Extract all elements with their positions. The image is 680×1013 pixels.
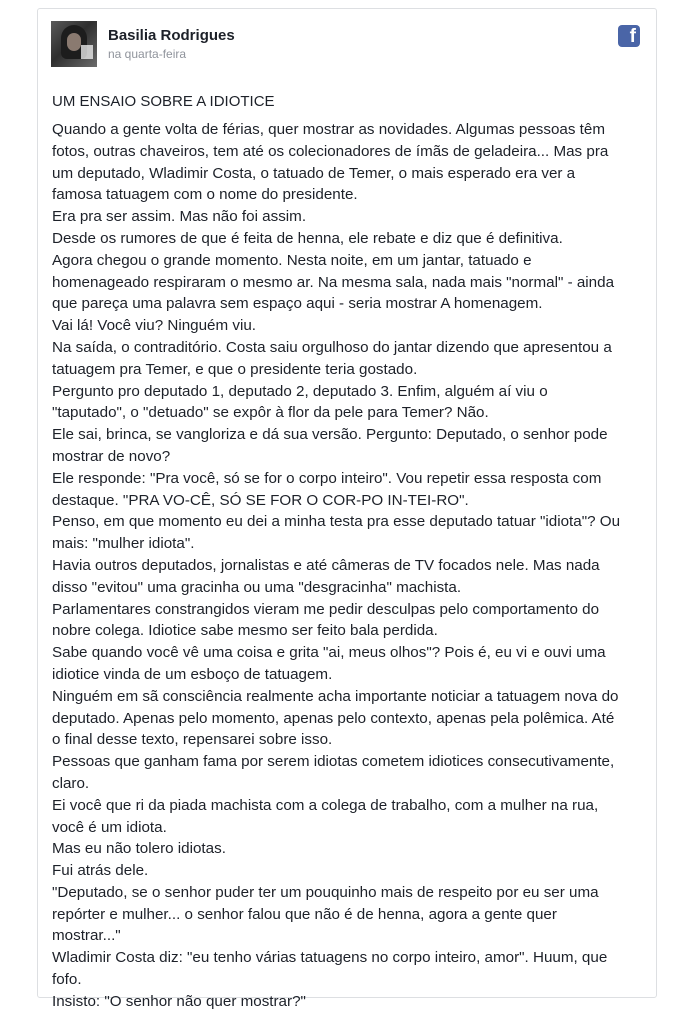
post-body-line: você é um idiota.	[52, 818, 167, 836]
post-body-line: Vai lá! Você viu? Ninguém viu.	[52, 317, 257, 335]
post-body-line: disso "evitou" uma gracinha ou uma "desgracinha" machista.	[52, 578, 462, 596]
post-body-line: "taputado", o "detuado" se expôr à flor da pele para Temer? Não.	[52, 404, 489, 422]
post-body-line: Ele responde: "Pra você, só se for o corpo inteiro". Vou repetir essa resposta com	[52, 469, 602, 487]
post-timestamp[interactable]: na quarta-feira	[108, 47, 187, 61]
post-card	[37, 8, 657, 1010]
post-body-line: "Deputado, se o senhor puder ter um pouquinho mais de respeito por eu ser uma	[52, 883, 599, 901]
post-body-line: Penso, em que momento eu dei a minha testa pra esse deputado tatuar "idiota"? Ou	[52, 513, 621, 531]
post-body-line: Parlamentares constrangidos vieram me pedir desculpas pelo comportamento do	[52, 600, 600, 618]
post-body-line: fofo.	[52, 971, 82, 989]
post-body-line: que pareça uma palavra sem espaço aqui - seria mostrar A homenagem.	[52, 295, 543, 313]
post-body-line: Agora chegou o grande momento. Nesta noite, em um jantar, tatuado e	[52, 251, 532, 269]
post-body-line: homenageado respiraram o mesmo ar. Na mesma sala, nada mais "normal" - ainda	[52, 273, 615, 291]
post-body-line: Mas eu não tolero idiotas.	[52, 840, 226, 858]
post-body-line: deputado. Apenas pelo momento, apenas pelo contexto, apenas pela polêmica. Até	[52, 709, 615, 727]
post-body-line: Insisto: "O senhor não quer mostrar?"	[52, 992, 306, 1010]
post-body-line: Ei você que ri da piada machista com a colega de trabalho, com a mulher na rua,	[52, 796, 599, 814]
post-body-line: Sabe quando você vê uma coisa e grita "ai, meus olhos"? Pois é, eu vi e ouvi uma	[52, 644, 606, 662]
post-body-line: mostrar..."	[52, 927, 121, 945]
post-body-line: famosa tatuagem com o nome do presidente.	[52, 186, 358, 204]
facebook-icon[interactable]: f	[618, 25, 640, 47]
post-body-line: Havia outros deputados, jornalistas e até câmeras de TV focados nele. Mas nada	[52, 556, 600, 574]
post-body-line: tatuagem pra Temer, e que o presidente teria gostado.	[52, 360, 418, 378]
post-body-line: Pessoas que ganham fama por serem idiotas cometem idiotices consecutivamente,	[52, 753, 615, 771]
post-body-line: Desde os rumores de que é feita de henna, ele rebate e diz que é definitiva.	[52, 229, 563, 247]
post-body-line: o final desse texto, repensarei sobre isso.	[52, 731, 333, 749]
post-title: UM ENSAIO SOBRE A IDIOTICE	[52, 93, 275, 110]
post-body-line: Quando a gente volta de férias, quer mostrar as novidades. Algumas pessoas têm	[52, 121, 605, 138]
post-body-line: mostrar de novo?	[52, 447, 171, 465]
post-body-line: fotos, outras chaveiros, tem até os colecionadores de ímãs de geladeira... Mas pra	[52, 142, 609, 160]
post-body-line: destaque. "PRA VO-CÊ, SÓ SE FOR O COR-PO IN-TEI-RO".	[52, 491, 469, 509]
avatar-phone-glare	[81, 45, 93, 59]
post-body	[52, 119, 652, 1013]
post-body-line: Fui atrás dele.	[52, 862, 149, 880]
post-body-line: Pergunto pro deputado 1, deputado 2, deputado 3. Enfim, alguém aí viu o	[52, 382, 548, 400]
post-body-line: Na saída, o contraditório. Costa saiu orgulhoso do jantar dizendo que apresentou a	[52, 338, 612, 356]
post-body-line: idiotice vinda de um esboço de tatuagem.	[52, 665, 333, 683]
post-body-line: um deputado, Wladimir Costa, o tatuado de Temer, o mais esperado era ver a	[52, 164, 576, 182]
post-body-line: Ninguém em sã consciência realmente acha importante noticiar a tatuagem nova do	[52, 687, 619, 705]
author-name[interactable]: Basilia Rodrigues	[108, 27, 235, 44]
post-body-line: Era pra ser assim. Mas não foi assim.	[52, 208, 307, 226]
post-body-line: Ele sai, brinca, se vangloriza e dá sua versão. Pergunto: Deputado, o senhor pode	[52, 426, 608, 444]
post-body-line: mais: "mulher idiota".	[52, 535, 195, 553]
avatar[interactable]	[51, 21, 97, 67]
post-body-line: claro.	[52, 774, 90, 792]
post-body-line: repórter e mulher... o senhor falou que não é de henna, agora a gente quer	[52, 905, 557, 923]
post-body-line: nobre colega. Idiotice sabe mesmo ser feito bala perdida.	[52, 622, 438, 640]
avatar-face	[67, 33, 81, 51]
post-body-line: Wladimir Costa diz: "eu tenho várias tatuagens no corpo inteiro, amor". Huum, que	[52, 949, 608, 967]
